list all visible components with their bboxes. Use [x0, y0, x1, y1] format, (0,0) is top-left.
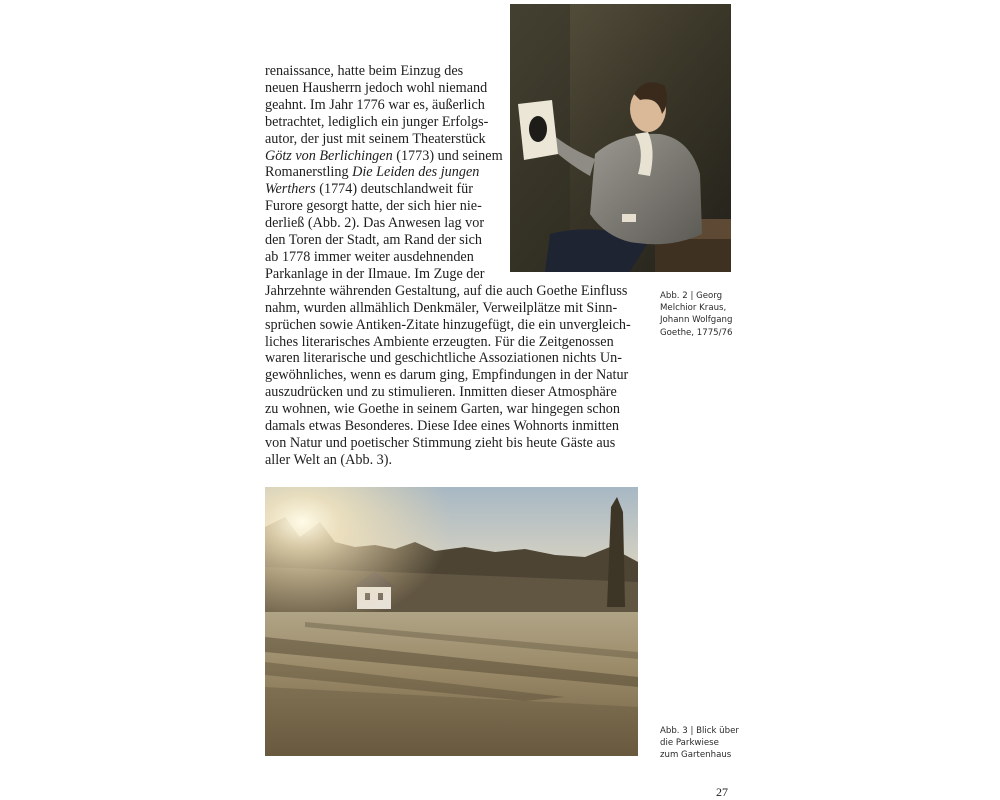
italic-title: Götz von Berlichingen: [265, 147, 393, 164]
text-line: [265, 164, 503, 181]
text-segment: ab 1778 immer weiter ausdehnenden: [265, 248, 474, 265]
text-line: [265, 334, 637, 351]
text-line: [265, 367, 637, 384]
text-line: [265, 401, 637, 418]
text-line: [265, 266, 503, 283]
caption-line: Abb. 2 | Georg: [660, 291, 723, 301]
caption-line: Melchior Kraus,: [660, 303, 727, 314]
text-segment: derließ (Abb. 2). Das Anwesen lag vor: [265, 215, 485, 232]
text-line: [265, 384, 637, 401]
text-segment: autor, der just mit seinem Theaterstück: [265, 130, 486, 147]
text-segment: geahnt. Im Jahr 1776 war es, äußerlich: [265, 96, 485, 113]
text-line: [265, 114, 503, 131]
text-segment: auszudrücken und zu stimulieren. Inmitten dieser Atmosphäre: [265, 384, 617, 401]
text-segment: Jahrzehnte währenden Gestaltung, auf die auch Goethe Einfluss: [265, 282, 628, 299]
portrait-painting-image: [510, 4, 731, 272]
text-segment: Parkanlage in der Ilmaue. Im Zuge der: [265, 265, 485, 282]
text-line: [265, 435, 637, 452]
text-segment: neuen Hausherrn jedoch wohl niemand: [265, 79, 488, 96]
caption-line: zum Gartenhaus: [660, 750, 732, 761]
text-line: [265, 215, 503, 232]
text-line: [265, 97, 503, 114]
text-line: [265, 131, 503, 148]
park-meadow-photo: [265, 487, 638, 756]
text-segment: von Natur und poetischer Stimmung zieht bis heute Gäste aus: [265, 434, 616, 451]
figure-abb3-landscape: [265, 487, 638, 756]
text-line: [265, 452, 637, 469]
text-segment: aller Welt an (Abb. 3).: [265, 451, 393, 468]
caption-line: Abb. 3 | Blick über: [660, 726, 739, 736]
text-line: [265, 63, 503, 80]
text-line: [265, 80, 503, 97]
caption-line: die Parkwiese: [660, 738, 719, 749]
text-line: [265, 148, 503, 165]
text-segment: damals etwas Besonderes. Diese Idee eines Wohnorts inmitten: [265, 418, 619, 435]
text-segment: liches literarisches Ambiente erzeugten. Für die Zeitgenossen: [265, 333, 614, 350]
figure-abb2-caption: [660, 290, 732, 339]
text-line: [265, 249, 503, 266]
figure-abb2-portrait: [510, 4, 731, 272]
text-line: [265, 198, 503, 215]
text-segment: betrachtet, lediglich ein junger Erfolgs-: [265, 113, 489, 130]
text-segment: nahm, wurden allmählich Denkmäler, Verweilplätze mit Sinn-: [265, 299, 618, 316]
text-segment: renaissance, hatte beim Einzug des: [265, 63, 464, 79]
text-line: [265, 232, 503, 249]
text-segment: (1773) und seinem: [392, 147, 503, 164]
text-segment: gewöhnliches, wenn es darum ging, Empfindungen in der Natur: [265, 367, 629, 384]
text-segment: Romanerstling: [265, 164, 353, 181]
text-line: [265, 181, 503, 198]
page-number: 27: [716, 785, 728, 799]
caption-line: Goethe, 1775/76: [660, 327, 733, 338]
text-segment: den Toren der Stadt, am Rand der sich: [265, 232, 483, 249]
text-segment: sprüchen sowie Antiken-Zitate hinzugefügt, die ein unvergleich-: [265, 316, 631, 333]
italic-title: Die Leiden des jungen: [352, 164, 480, 181]
text-segment: (1774) deutschlandweit für: [315, 181, 473, 198]
text-line: [265, 283, 637, 300]
figure-abb3-caption: [660, 725, 739, 762]
text-line: [265, 418, 637, 435]
text-line: [265, 317, 637, 334]
text-segment: zu wohnen, wie Goethe in seinem Garten, war hingegen schon: [265, 401, 620, 418]
caption-line: Johann Wolfgang: [660, 315, 733, 326]
italic-title: Werthers: [265, 181, 316, 198]
text-line: [265, 300, 637, 317]
text-line: [265, 350, 637, 367]
text-segment: waren literarische und geschichtliche Assoziationen nichts Un-: [265, 350, 622, 367]
text-segment: Furore gesorgt hatte, der sich hier nie-: [265, 198, 482, 215]
